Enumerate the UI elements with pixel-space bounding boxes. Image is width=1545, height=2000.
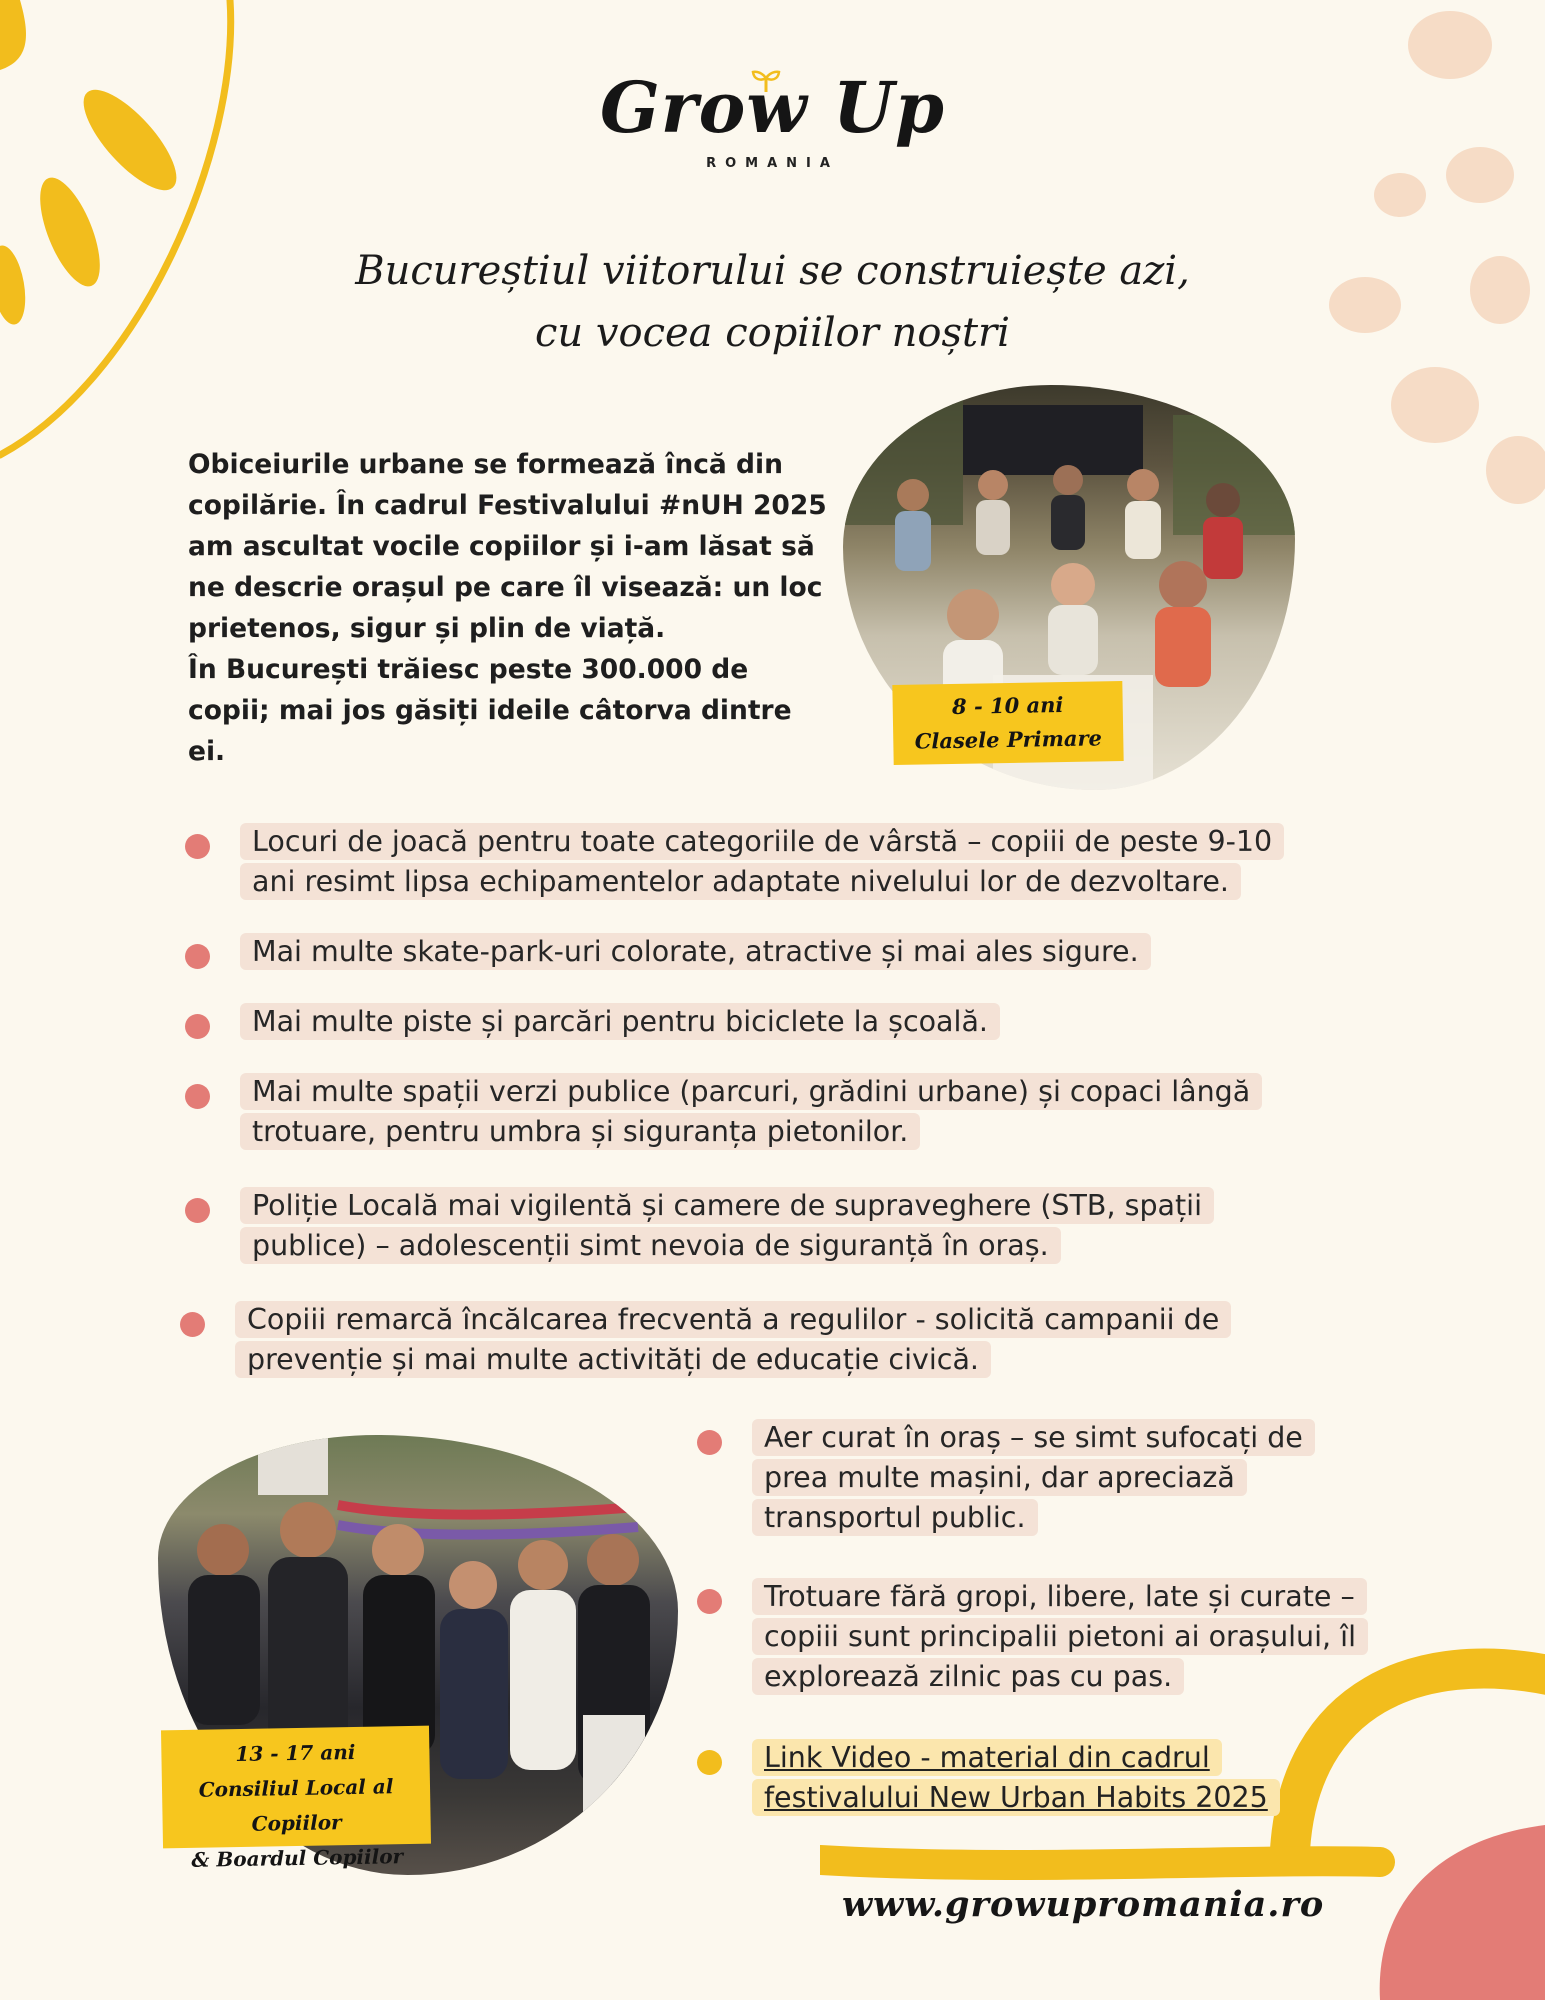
idea-text: Mai multe skate-park-uri colorate, atractive și mai ales sigure. [240,933,1151,970]
intro-text [188,444,828,772]
age-label-primary [892,681,1123,765]
age-label-teens [161,1726,431,1872]
bullet-dot [185,1014,210,1039]
bullet-dot [697,1589,722,1614]
list-item [697,1577,1412,1697]
bullet-dot [697,1430,722,1455]
logo-country: ROMANIA [706,156,839,171]
page-title [0,240,1545,364]
group-teens-line-1: Consiliul Local al Copiilor [198,1774,394,1836]
age-primary: 8 - 10 ani [951,692,1064,719]
intro-paragraph-1: Obiceiurile urbane se formează încă din copilărie. În cadrul Festivalului #nUH 2025 am ascultat vocile copiilor și i-am lăsat să ne descrie orașul pe care îl visează: un loc prietenos, sigur și plin de viață. [188,449,827,644]
bullet-dot [185,1084,210,1109]
leaf-icon [750,66,782,98]
bullet-dot [697,1750,722,1775]
idea-text: Copiii remarcă încălcarea frecventă a regulilor - solicită campanii de prevenție și mai multe activități de educație civică. [235,1301,1231,1378]
list-item [185,1002,1320,1042]
bullet-dot [185,1198,210,1223]
title-line-1: Bucureștiul viitorului se construiește azi, [355,248,1190,294]
list-item [185,1186,1250,1266]
bullet-dot [185,834,210,859]
video-link-item [697,1738,1312,1818]
group-primary: Clasele Primare [914,725,1103,754]
bullet-dot [180,1312,205,1337]
logo-wordmark: Grow Up [600,66,945,149]
group-teens-line-2: & Boardul Copiilor [191,1844,404,1872]
idea-text: Trotuare fără gropi, libere, late și curate – copiii sunt principalii pietoni ai orașului, îl explorează zilnic pas cu pas. [752,1578,1368,1695]
video-link[interactable]: Link Video - material din cadrul festivalului New Urban Habits 2025 [764,1741,1268,1814]
intro-paragraph-2: În București trăiesc peste 300.000 de copii; mai jos găsiți ideile câtorva dintre ei. [188,654,792,767]
title-line-2: cu vocea copiilor noștri [535,310,1010,356]
list-item [180,1300,1295,1380]
list-item [697,1418,1342,1538]
idea-text: Locuri de joacă pentru toate categoriile de vârstă – copiii de peste 9-10 ani resimt lipsa echipamentelor adaptate nivelului lor de dezvoltare. [240,823,1284,900]
list-item [185,1072,1300,1152]
idea-text: Mai multe spații verzi publice (parcuri, grădini urbane) și copaci lângă trotuare, pentru umbra și siguranța pietonilor. [240,1073,1262,1150]
brand-logo [0,68,1545,171]
idea-text: Aer curat în oraș – se simt sufocați de prea multe mașini, dar apreciază transportul public. [752,1419,1315,1536]
idea-text: Mai multe piste și parcări pentru biciclete la școală. [240,1003,1000,1040]
list-item [185,932,1320,972]
age-teens: 13 - 17 ani [235,1739,356,1767]
list-item [185,822,1320,902]
website-url[interactable]: www.growupromania.ro [842,1884,1325,1925]
idea-text: Poliție Locală mai vigilentă și camere de supraveghere (STB, spații publice) – adolescenții simt nevoia de siguranță în oraș. [240,1187,1214,1264]
bullet-dot [185,944,210,969]
